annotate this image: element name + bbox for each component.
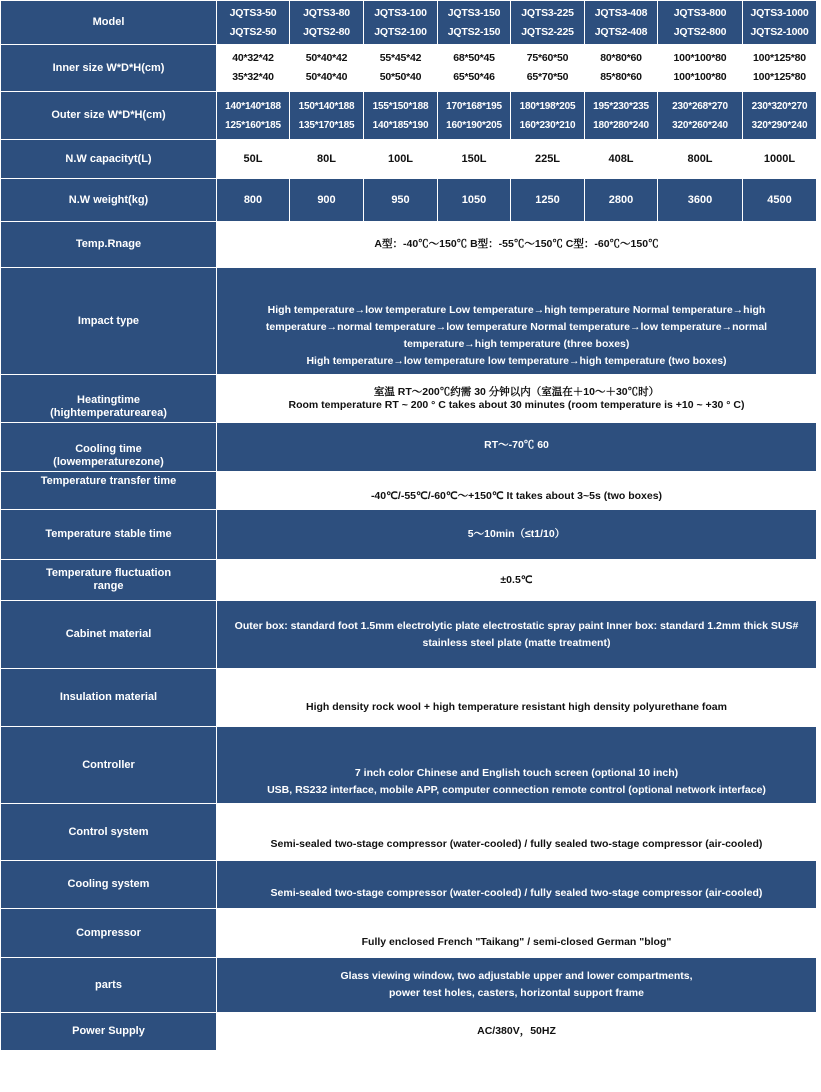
weight-cell: 950 bbox=[364, 179, 438, 222]
row-inner-size bbox=[1, 45, 817, 92]
weight-cell: 4500 bbox=[743, 179, 817, 222]
model-cell: JQTS3-225 JQTS2-225 bbox=[511, 1, 585, 45]
model-cell: JQTS3-1000 JQTS2-1000 bbox=[743, 1, 817, 45]
row-stable-time bbox=[1, 510, 817, 560]
controller-value: 7 inch color Chinese and English touch screen (optional 10 inch) USB, RS232 interface, mobile APP, computer connection remote control (optional network interface) bbox=[217, 727, 817, 804]
inner-size-cell: 68*50*45 65*50*46 bbox=[438, 45, 511, 92]
inner-size-cell: 75*60*50 65*70*50 bbox=[511, 45, 585, 92]
row-outer-size bbox=[1, 92, 817, 140]
capacity-cell: 80L bbox=[290, 140, 364, 179]
weight-cell: 1250 bbox=[511, 179, 585, 222]
row-control-system bbox=[1, 804, 817, 861]
row-transfer-time bbox=[1, 472, 817, 510]
outer-size-label: Outer size W*D*H(cm) bbox=[1, 92, 217, 140]
capacity-cell: 50L bbox=[217, 140, 290, 179]
weight-cell: 2800 bbox=[585, 179, 658, 222]
capacity-cell: 150L bbox=[438, 140, 511, 179]
heating-time-label: Heatingtime (hightemperaturearea) bbox=[1, 375, 217, 423]
outer-size-cell: 195*230*235 180*280*240 bbox=[585, 92, 658, 140]
impact-type-value bbox=[217, 268, 817, 375]
weight-label: N.W weight(kg) bbox=[1, 179, 217, 222]
row-parts bbox=[1, 958, 817, 1013]
parts-value: Glass viewing window, two adjustable upper and lower compartments, power test holes, casters, horizontal support frame bbox=[217, 958, 817, 1013]
control-system-value: Semi-sealed two-stage compressor (water-cooled) / fully sealed two-stage compressor (air-cooled) bbox=[217, 804, 817, 861]
inner-size-cell: 40*32*42 35*32*40 bbox=[217, 45, 290, 92]
outer-size-cell: 230*268*270 320*260*240 bbox=[658, 92, 743, 140]
row-cabinet bbox=[1, 601, 817, 669]
impact-line: temperature→high temperature (three boxes) bbox=[403, 338, 630, 350]
cooling-system-label: Cooling system bbox=[1, 861, 217, 909]
temp-range-label: Temp.Rnage bbox=[1, 222, 217, 268]
inner-size-cell: 50*40*42 50*40*40 bbox=[290, 45, 364, 92]
stable-time-label: Temperature stable time bbox=[1, 510, 217, 560]
weight-cell: 3600 bbox=[658, 179, 743, 222]
control-system-label: Control system bbox=[1, 804, 217, 861]
outer-size-cell: 230*320*270 320*290*240 bbox=[743, 92, 817, 140]
row-impact-type bbox=[1, 268, 817, 375]
cooling-system-value: Semi-sealed two-stage compressor (water-cooled) / fully sealed two-stage compressor (air-cooled) bbox=[217, 861, 817, 909]
spec-table-body bbox=[1, 1, 817, 1051]
row-fluctuation bbox=[1, 560, 817, 601]
weight-cell: 1050 bbox=[438, 179, 511, 222]
impact-line: High temperature→low temperature low temperature→high temperature (two boxes) bbox=[306, 355, 727, 367]
outer-size-cell: 180*198*205 160*230*210 bbox=[511, 92, 585, 140]
compressor-label: Compressor bbox=[1, 909, 217, 958]
outer-size-cell: 155*150*188 140*185*190 bbox=[364, 92, 438, 140]
temp-range-value: A型：-40℃～150℃ B型：-55℃～150℃ C型：-60℃～150℃ bbox=[217, 222, 817, 268]
cabinet-material-value: Outer box: standard foot 1.5mm electrolytic plate electrostatic spray paint Inner box: standard 1.2mm thick SUS# stainless steel plate (matte treatment) bbox=[217, 601, 817, 669]
row-model bbox=[1, 1, 817, 45]
parts-label: parts bbox=[1, 958, 217, 1013]
row-temp-range bbox=[1, 222, 817, 268]
model-cell: JQTS3-150 JQTS2-150 bbox=[438, 1, 511, 45]
model-cell: JQTS3-800 JQTS2-800 bbox=[658, 1, 743, 45]
row-power-supply bbox=[1, 1013, 817, 1051]
impact-line: temperature→normal temperature→low temperature Normal temperature→low temperature→normal bbox=[265, 321, 768, 333]
impact-line: High temperature→low temperature Low temperature→high temperature Normal temperature→high bbox=[267, 304, 766, 316]
model-cell: JQTS3-408 JQTS2-408 bbox=[585, 1, 658, 45]
inner-size-cell: 55*45*42 50*50*40 bbox=[364, 45, 438, 92]
model-cell: JQTS3-80 JQTS2-80 bbox=[290, 1, 364, 45]
fluctuation-label: Temperature fluctuation range bbox=[1, 560, 217, 601]
model-cell: JQTS3-50 JQTS2-50 bbox=[217, 1, 290, 45]
compressor-value: Fully enclosed French "Taikang" / semi-closed German "blog" bbox=[217, 909, 817, 958]
inner-size-cell: 80*80*60 85*80*60 bbox=[585, 45, 658, 92]
row-capacity bbox=[1, 140, 817, 179]
inner-size-label: Inner size W*D*H(cm) bbox=[1, 45, 217, 92]
weight-cell: 800 bbox=[217, 179, 290, 222]
inner-size-cell: 100*125*80 100*125*80 bbox=[743, 45, 817, 92]
outer-size-cell: 150*140*188 135*170*185 bbox=[290, 92, 364, 140]
weight-cell: 900 bbox=[290, 179, 364, 222]
heating-time-value: 室温 RT～200℃约需 30 分钟以内（室温在＋10～＋30℃时） Room temperature RT ~ 200 ° C takes about 30 minutes (room temperature is +10 ~ +30 ° C) bbox=[217, 375, 817, 423]
row-cooling-time bbox=[1, 423, 817, 472]
outer-size-cell: 140*140*188 125*160*185 bbox=[217, 92, 290, 140]
row-heating-time bbox=[1, 375, 817, 423]
inner-size-cell: 100*100*80 100*100*80 bbox=[658, 45, 743, 92]
row-insulation bbox=[1, 669, 817, 727]
impact-type-label: Impact type bbox=[1, 268, 217, 375]
capacity-cell: 1000L bbox=[743, 140, 817, 179]
power-supply-label: Power Supply bbox=[1, 1013, 217, 1051]
cabinet-material-label: Cabinet material bbox=[1, 601, 217, 669]
row-weight bbox=[1, 179, 817, 222]
row-compressor bbox=[1, 909, 817, 958]
transfer-time-label: Temperature transfer time bbox=[1, 472, 217, 510]
insulation-material-label: Insulation material bbox=[1, 669, 217, 727]
capacity-cell: 408L bbox=[585, 140, 658, 179]
stable-time-value: 5～10min（≤t1/10） bbox=[217, 510, 817, 560]
capacity-cell: 100L bbox=[364, 140, 438, 179]
cooling-time-label: Cooling time (lowemperaturezone) bbox=[1, 423, 217, 472]
capacity-cell: 225L bbox=[511, 140, 585, 179]
row-cooling-system bbox=[1, 861, 817, 909]
transfer-time-value: -40℃/-55℃/-60℃～+150℃ It takes about 3~5s (two boxes) bbox=[217, 472, 817, 510]
controller-label: Controller bbox=[1, 727, 217, 804]
capacity-label: N.W capacityt(L) bbox=[1, 140, 217, 179]
model-cell: JQTS3-100 JQTS2-100 bbox=[364, 1, 438, 45]
model-label: Model bbox=[1, 1, 217, 45]
row-controller bbox=[1, 727, 817, 804]
insulation-material-value: High density rock wool + high temperature resistant high density polyurethane foam bbox=[217, 669, 817, 727]
cooling-time-value: RT～-70℃ 60 bbox=[217, 423, 817, 472]
fluctuation-value: ±0.5℃ bbox=[217, 560, 817, 601]
outer-size-cell: 170*168*195 160*190*205 bbox=[438, 92, 511, 140]
capacity-cell: 800L bbox=[658, 140, 743, 179]
power-supply-value: AC/380V，50HZ bbox=[217, 1013, 817, 1051]
